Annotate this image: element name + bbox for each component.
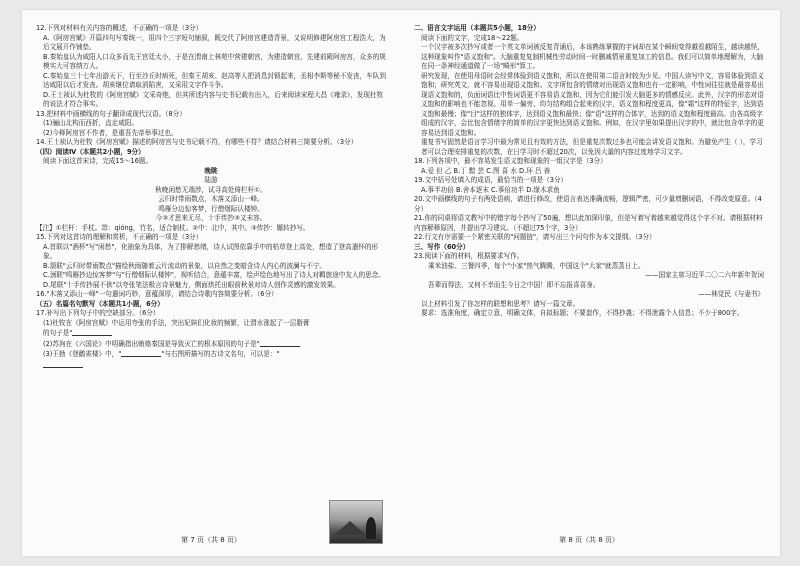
quote-2: 吾辈而得法，又何不幸而生今日之中国！即不忘报喜喜身。 — [428, 280, 600, 289]
q17-item-2: (2)苏洵在《六国论》中明确指出贿赂秦国是导致灭亡的根本原因的句子是" — [36, 339, 312, 350]
question-15: 15.下列对这首诗的理解和赏析，不正确的一项是（3分） — [36, 233, 203, 241]
q15-option-d: D.尾联"十手传抄展不供"以夸张笔法极言诗景魅力，侧面烘托出眼前秋景对诗人创作灵感的激发效果。 — [43, 280, 340, 289]
q12-option-d: D.王士祯认为杜牧的《阿房宫赋》文采奇绝，但其所述内容与史书记载有出入，后来阅读宋程大昌《雍录》，发现杜牧的说法才符合事实。 — [43, 90, 384, 108]
page-8 — [414, 24, 764, 544]
answer-blank[interactable] — [43, 360, 83, 368]
writing-task: 以上材料引发了你怎样的联想和思考？请写一篇文章。 — [421, 299, 580, 308]
poem-title: 晚眺 — [204, 166, 218, 175]
poem-note: 【注】①栏杆：手杖。笻：qióng，竹名，适合制杖。②中：北中，其中。③传抄：辗转抄写。 — [36, 223, 310, 232]
q12-option-b: B.秦始皇认为咸阳人口众多而先王宫廷太小，于是在渭南上林苑中营建朝宫，为建造朝宫，先建前殿阿房宫，众多的规模实大可容纳万人。 — [43, 52, 386, 70]
poem-line: 秋晚闲愁无端涉，试寻高处倚栏杆①。 — [155, 185, 267, 194]
answer-blank[interactable] — [121, 349, 161, 357]
q15-option-a: A.首联以"酒杯"写"闲愁"，化抽象为具体，为了排解愁绪，诗人试图依靠手中的枯草登上高处，想造了登高遣怀的形象。 — [43, 242, 379, 260]
quote-2-attribution: ——林觉民《与妻书》 — [698, 290, 764, 298]
q12-option-c: C.秦始皇三十七年出游天下，行至沙丘时病死，但秦王胡亥、赵高等人把消息封锁起来，丞相李斯等秘不发丧，车队到达咸阳以后才发丧。胡亥继位请取消陷害，又采用文字作斗争。 — [43, 71, 386, 89]
section-4-heading: （四）阅读Ⅳ（本题共2小题，9分） — [36, 147, 145, 156]
q12-option-a: A.《阿房宫赋》开篇四句写秦统一，用四个三字短句铺叙，既交代了阿房宫建造背景，又说明修建阿房宫工程浩大，为后文展开作铺垫。 — [43, 33, 386, 51]
question-14: 14.王士祯认为杜牧《阿房宫赋》描述的阿房宫与史书记载不符，有哪些不符？请结合材料三简要分析。（3分） — [36, 138, 358, 146]
q15-option-c: C.颈联"鸣雁抄边惊客梦"与"行僧烟际认楼钟"，视听结合，意蕴丰富，绘声绘色地写出了诗人对羁旅途中友人的思念。 — [43, 271, 385, 279]
answer-blank[interactable] — [72, 328, 112, 336]
question-22: 22.行文有序需要一个紧密关联的"问题链"，请写出三个问句作为本文提纲。（3分） — [414, 233, 656, 241]
question-19: 19.文中括号处填入的成语，最恰当的一项是（3分） — [414, 176, 568, 184]
question-18: 18.下列各项中，最不容易发生语义饱和现象的一组汉字是（3分） — [414, 157, 607, 165]
poem-line: 云归时带雨数点，木落又添山一峰。 — [158, 195, 264, 203]
question-13: 13.把材料中画横线的句子翻译成现代汉语。（8分） — [36, 109, 186, 118]
q19-options: A.事半功倍 B.舍本逐末 C.事倍功半 D.缘木求鱼 — [421, 185, 560, 194]
poem-line: 鸣雁分边惊客梦，行僧烟际认楼钟。 — [158, 204, 264, 213]
question-21: 21.你的同桌将语文教写中的错字每个抄写了50遍，想以此加深印象，但是写着写着越来越觉得这个字不对。请根据材料内容解释原因，并提出学习建议。（不超过75个字，3分） — [414, 214, 763, 232]
question-17: 17.补写出下列句子中的空缺部分。（6分） — [36, 309, 160, 317]
poem-author: 陆游 — [204, 176, 218, 184]
q13-item-1: (1)骊山北构而西折，直走咸阳。 — [43, 119, 139, 127]
question-16: 16."木落又添山一峰"一句遣词巧妙，意蕴深厚，请结合诗歌内容简要分析。（6分） — [36, 290, 278, 298]
passage-paragraph-3: 重复书写固然是语言学习中最为常见且有效的方法，但是重复次数过多也可能会讲发语义饱和。为避免产生（ ），学习者可以合理安排重复的次数，在日学习时不超过20次，以免因大量的内容过度地学习文字。 — [421, 138, 763, 156]
section-5-heading: （五）名篇名句默写（本题共1小题，6分） — [36, 299, 164, 308]
q13-item-2: (2)今释阿房宫不作者，是重吾先帝举事过也。 — [43, 128, 178, 137]
exam-sheet — [22, 10, 780, 556]
passage-paragraph-1: 一个汉字被多次抄写或者一个英文单词被反复背诵后，本该熟练掌握的字词却在某个瞬间变得越看越陌生，越读越怪，这种现象叫作"语义饱和"。大脑重复复制机械性劳动时间一时删减情景重复加工的信息。我们可以简单地理解为，大脑在同一条神经通道做了一场"畸形"算工。 — [421, 43, 764, 70]
page-7 — [36, 24, 386, 544]
passage-paragraph-2: 研究发现，在使用母语时会经常体验到语义饱和，所以在使用第二语言时较为少见。中国人读写中文，容易体验到语义饱和；研究英文，就不容易出现语义饱和。文字所包含的情绪对出现语义饱和也有一定影响，中性词往往就是最容易出现语义饱和的，负面词语比中性词语更不容易语义饱和，因为它们能引发大脑更多的情感反应。此外，汉字的形态对语义饱和的影响也不能忽视。用单一偏旁、均匀结构组合起来的汉字，语义饱和程度更高，像"霜"这样的特征字，达到语义饱和最慢；像"目"这样的独体字，达到语义饱和最快；像"语"这样的合体字，达到的语义饱和程度最高。由各高级字组成的汉字，会比包含情绪字的简单的汉字更快达到语义饱和。例如，在汉字里如果提出汉字的中，就比包含单字的更容易达到语义饱和。 — [421, 71, 764, 137]
section-3-heading: 三、写作（60分） — [414, 242, 470, 251]
quote-1-attribution: ——国家主席习近平二〇二六年新年贺词 — [645, 271, 764, 279]
section-2-heading: 二、语言文字运用（本题共5小题，18分） — [414, 24, 540, 32]
q17-item-3: (3)王勃《登鹳雀楼》中，" "与右图所描写的古诗文名句，可以是：" — [36, 349, 312, 370]
q15-option-b: B.颔联"云归时带雨数点"描绘秋雨随着云片流动的景象，以自然之变暗含诗人内心的波澜与不宁。 — [43, 261, 327, 270]
q18-options: A.爱 但 乙 B.丁 黯 芸 C.图 喜 水 D.环 吕 善 — [421, 166, 551, 175]
quote-1: 乘米油盐、三餐四季，每个"小家"热气腾腾，中国这个"大家"就蒸蒸日上。 — [428, 261, 645, 270]
q17-item-1: (1)杜牧在《阿房宫赋》中运用夸张的手法，突出妃嫔们化妆的频繁，让渭水涨起了一层脂膏的句子是" — [43, 318, 310, 337]
question-12: 12.下列对材料有关内容的概述，不正确的一项是（3分） — [36, 24, 203, 32]
question-23: 23.阅读下面的材料，根据要求写作。 — [414, 252, 524, 260]
section-2-intro: 阅读下面的文字，完成18～22题。 — [421, 33, 524, 42]
section-4-intro: 阅读下面这首宋诗，完成15～16题。 — [43, 157, 153, 165]
page-8-footer: 第 8 页（共 8 页） — [559, 536, 619, 544]
poem-line: 今③才思来无尽，十手传抄③又未容。 — [155, 214, 267, 222]
mountain-shape — [334, 521, 366, 535]
question-20: 20.文中画横线的句子有两处语病，请进行修改，使语言表达准确流畅，逻辑严密，可少量增删词语，不得改变原意。（4分） — [414, 195, 762, 213]
page-7-footer: 第 7 页（共 8 页） — [181, 536, 241, 544]
writing-requirements: 要求：选准角度，确定立意，明确文体，自拟标题；不要套作，不得抄袭；不得泄露个人信息；不少于800字。 — [421, 309, 744, 317]
answer-blank[interactable] — [260, 339, 300, 347]
